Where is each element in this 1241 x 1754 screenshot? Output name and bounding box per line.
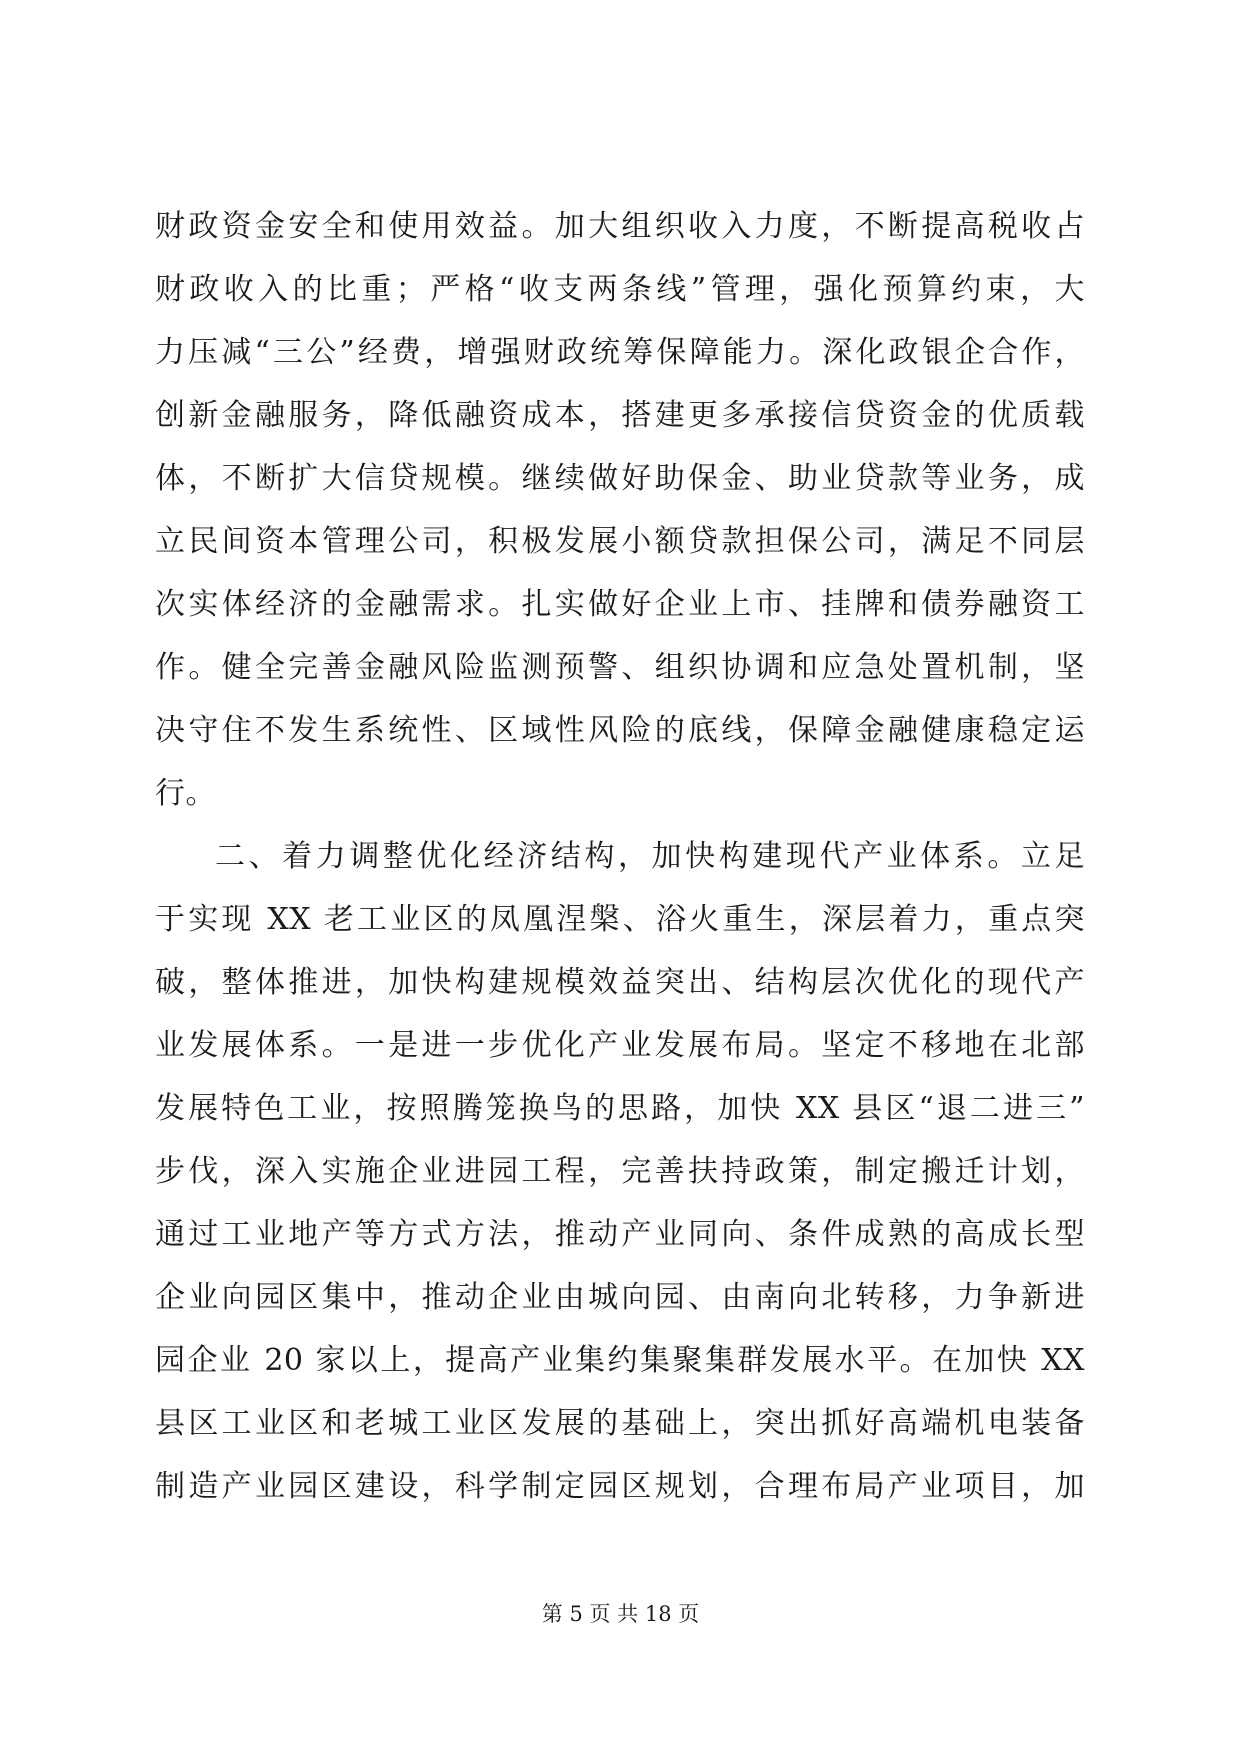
- text-line: 通过工业地产等方式方法，推动产业同向、条件成熟的高成长型: [155, 1217, 1085, 1252]
- page-number-footer: 第 5 页 共 18 页: [541, 1602, 700, 1626]
- text-line: 园企业 20 家以上，提高产业集约集聚集群发展水平。在加快 XX: [155, 1343, 1085, 1378]
- text-line: 县区工业区和老城工业区发展的基础上，突出抓好高端机电装备: [155, 1406, 1085, 1441]
- text-line: 创新金融服务，降低融资成本，搭建更多承接信贷资金的优质载: [155, 398, 1085, 433]
- text-line: 发展特色工业，按照腾笼换鸟的思路，加快 XX 县区“退二进三”: [155, 1091, 1085, 1126]
- text-line: 步伐，深入实施企业进园工程，完善扶持政策，制定搬迁计划，: [155, 1154, 1085, 1189]
- text-line: 体，不断扩大信贷规模。继续做好助保金、助业贷款等业务，成: [155, 461, 1085, 496]
- text-line: 行。: [155, 776, 216, 811]
- text-line: 破，整体推进，加快构建规模效益突出、结构层次优化的现代产: [155, 965, 1085, 1000]
- text-line: 力压减“三公”经费，增强财政统筹保障能力。深化政银企合作，: [155, 335, 1085, 370]
- text-line: 企业向园区集中，推动企业由城向园、由南向北转移，力争新进: [155, 1280, 1085, 1315]
- text-line: 次实体经济的金融需求。扎实做好企业上市、挂牌和债券融资工: [155, 587, 1085, 622]
- text-line: 作。健全完善金融风险监测预警、组织协调和应急处置机制，坚: [155, 650, 1085, 685]
- section-heading-line: 二、着力调整优化经济结构，加快构建现代产业体系。立足: [215, 839, 1085, 874]
- text-line: 制造产业园区建设，科学制定园区规划，合理布局产业项目，加: [155, 1469, 1085, 1504]
- body-text: [155, 195, 1085, 1518]
- text-line: 立民间资本管理公司，积极发展小额贷款担保公司，满足不同层: [155, 524, 1085, 559]
- text-line: 财政资金安全和使用效益。加大组织收入力度，不断提高税收占: [155, 209, 1085, 244]
- text-line: 财政收入的比重；严格“收支两条线”管理，强化预算约束，大: [155, 272, 1085, 307]
- text-line: 于实现 XX 老工业区的凤凰涅槃、浴火重生，深层着力，重点突: [155, 902, 1085, 937]
- text-line: 决守住不发生系统性、区域性风险的底线，保障金融健康稳定运: [155, 713, 1085, 748]
- text-line: 业发展体系。一是进一步优化产业发展布局。坚定不移地在北部: [155, 1028, 1085, 1063]
